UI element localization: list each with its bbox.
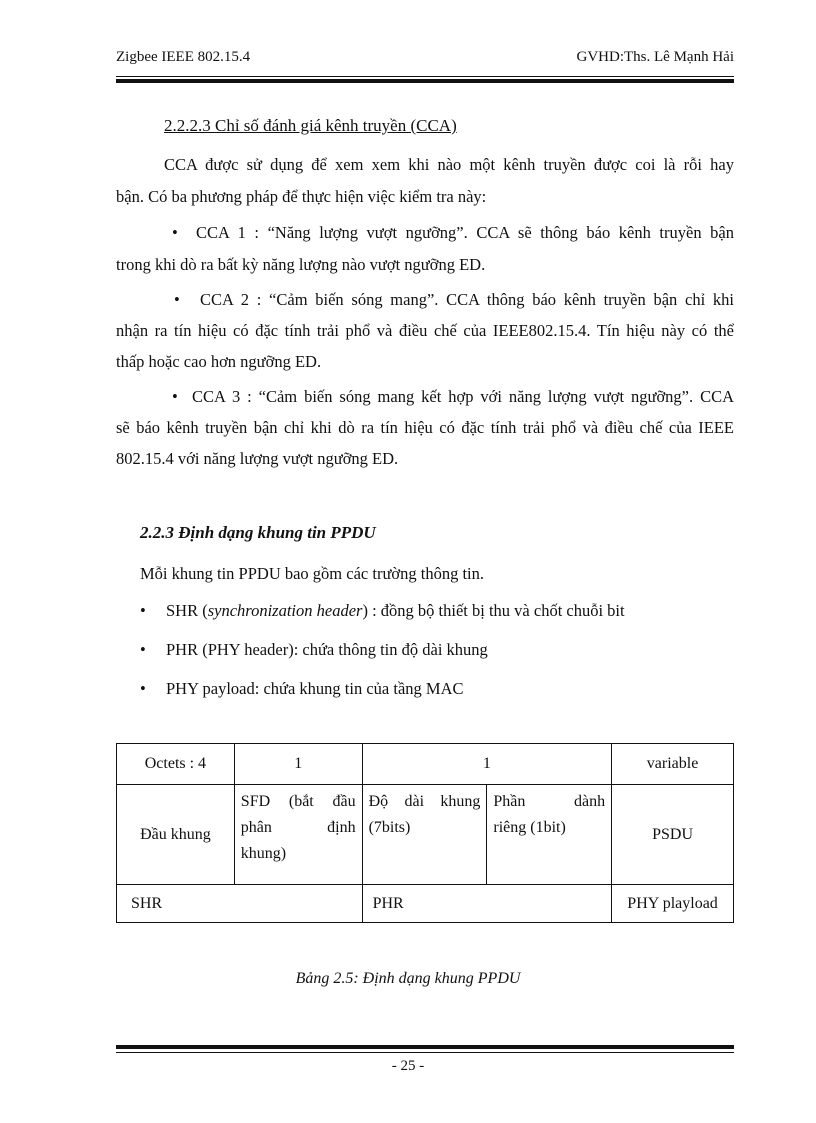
cca3-line2: sẽ báo kênh truyền bận chỉ khi dò ra tín hiệu có đặc tính trải phổ và điều chế của IEEE bbox=[116, 418, 734, 437]
table-cell: PHR bbox=[362, 885, 612, 923]
cca-intro-line2: bận. Có ba phương pháp để thực hiện việc kiểm tra này: bbox=[116, 187, 487, 206]
bullet-icon: • bbox=[174, 290, 180, 309]
payload-text: PHY payload: chứa khung tin của tầng MAC bbox=[166, 679, 464, 698]
cca2-line1: CCA 2 : “Cảm biến sóng mang”. CCA thông báo kênh truyền bận chỉ khi bbox=[200, 290, 734, 309]
sfd-line3: khung) bbox=[240, 845, 287, 862]
table-row bbox=[117, 744, 734, 785]
shr-suffix: ) : đồng bộ thiết bị thu và chốt chuỗi bit bbox=[362, 601, 625, 620]
footer-rule-thick bbox=[116, 1045, 734, 1049]
reserved-line1: Phần dành bbox=[493, 793, 606, 810]
ppdu-intro: Mỗi khung tin PPDU bao gồm các trường thông tin. bbox=[140, 564, 484, 583]
table-caption: Bảng 2.5: Định dạng khung PPDU bbox=[295, 970, 521, 987]
sfd-line2: phân định bbox=[240, 819, 356, 836]
table-cell: PHY playload bbox=[612, 885, 734, 923]
section-heading-ppdu: 2.2.3 Định dạng khung tin PPDU bbox=[140, 523, 376, 542]
length-line2: (7bits) bbox=[368, 819, 411, 836]
cca2-line2: nhận ra tín hiệu có đặc tính trải phổ và điều chế của IEEE802.15.4. Tín hiệu này có thể bbox=[116, 321, 734, 340]
section-heading-cca: 2.2.2.3 Chỉ số đánh giá kênh truyền (CCA) bbox=[164, 116, 457, 135]
cca-intro-line1: CCA được sử dụng để xem xem khi nào một kênh truyền được coi là rỗi hay bbox=[164, 155, 734, 174]
table-cell: variable bbox=[612, 744, 734, 785]
table-cell bbox=[362, 785, 487, 885]
table-row bbox=[117, 785, 734, 885]
list-item-phr bbox=[140, 639, 734, 661]
table-cell: 1 bbox=[362, 744, 612, 785]
list-item-payload bbox=[140, 678, 734, 700]
bullet-icon: • bbox=[140, 679, 146, 698]
table-row bbox=[117, 885, 734, 923]
reserved-line2: riêng (1bit) bbox=[493, 819, 566, 836]
header-right: GVHD:Ths. Lê Mạnh Hải bbox=[576, 49, 734, 65]
table-cell bbox=[234, 785, 362, 885]
table-cell: Đầu khung bbox=[117, 785, 235, 885]
page-number: - 25 - bbox=[391, 1058, 425, 1074]
cca3-line3: 802.15.4 với năng lượng vượt ngưỡng ED. bbox=[116, 449, 399, 468]
cca2-line3: thấp hoặc cao hơn ngưỡng ED. bbox=[116, 352, 322, 371]
header-rule-thick bbox=[116, 79, 734, 83]
bullet-icon: • bbox=[140, 640, 146, 659]
phr-text: PHR (PHY header): chứa thông tin độ dài khung bbox=[166, 640, 488, 659]
cca3-line1: CCA 3 : “Cảm biến sóng mang kết hợp với năng lượng vượt ngưỡng”. CCA bbox=[192, 387, 734, 406]
shr-prefix: SHR ( bbox=[166, 601, 208, 620]
ppdu-table bbox=[116, 743, 734, 923]
table-cell bbox=[487, 785, 612, 885]
cca1-line2: trong khi dò ra bất kỳ năng lượng nào vượt ngưỡng ED. bbox=[116, 255, 486, 274]
cca1-line1: CCA 1 : “Năng lượng vượt ngưỡng”. CCA sẽ thông báo kênh truyền bận bbox=[196, 223, 734, 242]
bullet-icon: • bbox=[172, 387, 178, 406]
table-cell: 1 bbox=[234, 744, 362, 785]
header-left: Zigbee IEEE 802.15.4 bbox=[116, 49, 251, 65]
sfd-line1: SFD (bắt đầu bbox=[240, 793, 356, 810]
footer-rule-thin bbox=[116, 1052, 734, 1053]
list-item-shr bbox=[140, 600, 734, 622]
bullet-icon: • bbox=[172, 223, 178, 242]
shr-italic: synchronization header bbox=[207, 601, 363, 620]
table-cell: Octets : 4 bbox=[117, 744, 235, 785]
table-cell: PSDU bbox=[612, 785, 734, 885]
table-cell: SHR bbox=[117, 885, 363, 923]
bullet-icon: • bbox=[140, 601, 146, 620]
header-rule-thin bbox=[116, 76, 734, 77]
length-line1: Độ dài khung bbox=[368, 793, 481, 810]
